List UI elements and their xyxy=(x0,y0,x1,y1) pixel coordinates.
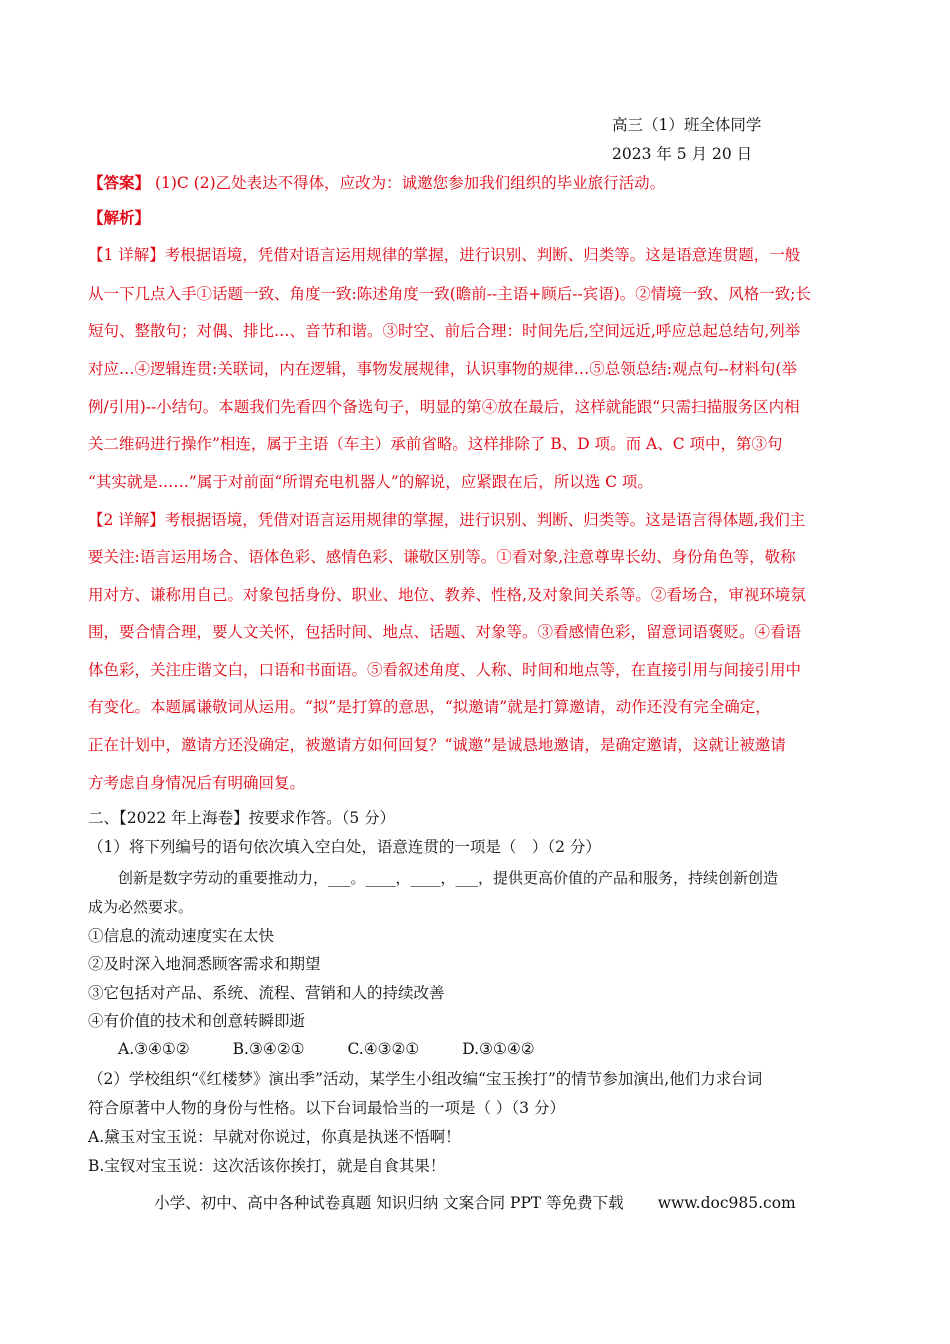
answer-text: (1)C (2)乙处表达不得体，应改为：诚邀您参加我们组织的毕业旅行活动。 xyxy=(150,174,666,192)
sentence-item: ①信息的流动速度实在太快 xyxy=(88,927,275,945)
option-c: C.④③②① xyxy=(347,1040,420,1058)
detail1-line: 【1 详解】考根据语境，凭借对语言运用规律的掌握，进行识别、判断、归类等。这是语意连贯题，一般 xyxy=(88,246,801,264)
analysis-label: 【解析】 xyxy=(88,208,151,227)
question-1-stem: （1）将下列编号的语句依次填入空白处，语意连贯的一项是（ ）（2 分） xyxy=(88,838,601,856)
detail1-line: 短句、整散句；对偶、排比…、音节和谐。③时空、前后合理：时间先后,空间远近,呼应总起总结句,列举 xyxy=(88,322,801,340)
detail2-line: 正在计划中，邀请方还没确定，被邀请方如何回复？“诚邀”是诚恳地邀请，是确定邀请，这就让被邀请 xyxy=(88,736,786,754)
sentence-item: ③它包括对产品、系统、流程、营销和人的持续改善 xyxy=(88,984,445,1002)
detail2-line: 围，要合情合理，要人文关怀，包括时间、地点、话题、对象等。③看感情色彩，留意词语褒贬。④看语 xyxy=(88,623,802,641)
detail2-line: 方考虑自身情况后有明确回复。 xyxy=(88,774,306,792)
question-2-stem: （2）学校组织“《红楼梦》演出季”活动，某学生小组改编“宝玉挨打”的情节参加演出,他们力求台词 xyxy=(88,1070,763,1088)
footer-text: 小学、初中、高中各种试卷真题 知识归纳 文案合同 PPT 等免费下载 xyxy=(154,1194,624,1212)
letter-date: 2023 年 5 月 20 日 xyxy=(612,145,753,163)
answer-line xyxy=(88,172,665,194)
sentence-item: ④有价值的技术和创意转瞬即逝 xyxy=(88,1012,306,1030)
detail1-line: 例/引用)--小结句。本题我们先看四个备选句子，明显的第④放在最后，这样就能跟“只需扫描服务区内相 xyxy=(88,398,800,416)
detail2-line: 有变化。本题属谦敬词从运用。“拟”是打算的意思，“拟邀请”就是打算邀请，动作还没有完全确定， xyxy=(88,698,771,716)
answer-options xyxy=(118,1038,573,1060)
detail2-line: 要关注:语言运用场合、语体色彩、感情色彩、谦敬区别等。①看对象,注意尊卑长幼、身份角色等，敬称 xyxy=(88,548,796,566)
sentence-item: ②及时深入地洞悉顾客需求和期望 xyxy=(88,955,321,973)
detail2-line: 体色彩，关注庄谐文白，口语和书面语。⑤看叙述角度、人称、时间和地点等，在直接引用与间接引用中 xyxy=(88,661,802,679)
detail1-line: 关二维码进行操作”相连，属于主语（车主）承前省略。这样排除了 B、D 项。而 A、C 项中，第③句 xyxy=(88,435,783,453)
detail1-line: 从一下几点入手①话题一致、角度一致:陈述角度一致(瞻前--主语+顾后--宾语)。②情境一致、风格一致;长 xyxy=(88,285,811,303)
answer-label: 【答案】 xyxy=(88,173,151,192)
detail1-line: “其实就是……”属于对前面“所谓充电机器人”的解说，应紧跟在后，所以选 C 项。 xyxy=(88,473,653,491)
page-footer xyxy=(0,1192,950,1214)
option-a: A.③④①② xyxy=(118,1040,190,1058)
passage-line: 创新是数字劳动的重要推动力，___。____，____，___，提供更高价值的产品和服务，持续创新创造 xyxy=(118,869,779,887)
question-2-option: A.黛玉对宝玉说：早就对你说过，你真是执迷不悟啊！ xyxy=(88,1128,461,1146)
question-2-option: B.宝钗对宝玉说：这次活该你挨打，就是自食其果！ xyxy=(88,1157,446,1175)
letter-signature: 高三（1）班全体同学 xyxy=(612,116,762,134)
detail2-line: 用对方、谦称用自己。对象包括身份、职业、地位、教养、性格,及对象间关系等。②看场合，审视环境氛 xyxy=(88,586,806,604)
passage-line: 成为必然要求。 xyxy=(88,898,194,916)
detail1-line: 对应…④逻辑连贯:关联词，内在逻辑，事物发展规律，认识事物的规律…⑤总领总结:观点句--材料句(举 xyxy=(88,360,797,378)
question-2-stem: 符合原著中人物的身份与性格。以下台词最恰当的一项是（ ）（3 分） xyxy=(88,1099,565,1117)
footer-url[interactable]: www.doc985.com xyxy=(657,1194,796,1212)
section-heading: 二、【2022 年上海卷】按要求作答。（5 分） xyxy=(88,809,396,827)
detail2-line: 【2 详解】考根据语境，凭借对语言运用规律的掌握，进行识别、判断、归类等。这是语言得体题,我们主 xyxy=(88,511,806,529)
option-b: B.③④②① xyxy=(232,1040,305,1058)
option-d: D.③①④② xyxy=(462,1040,535,1058)
